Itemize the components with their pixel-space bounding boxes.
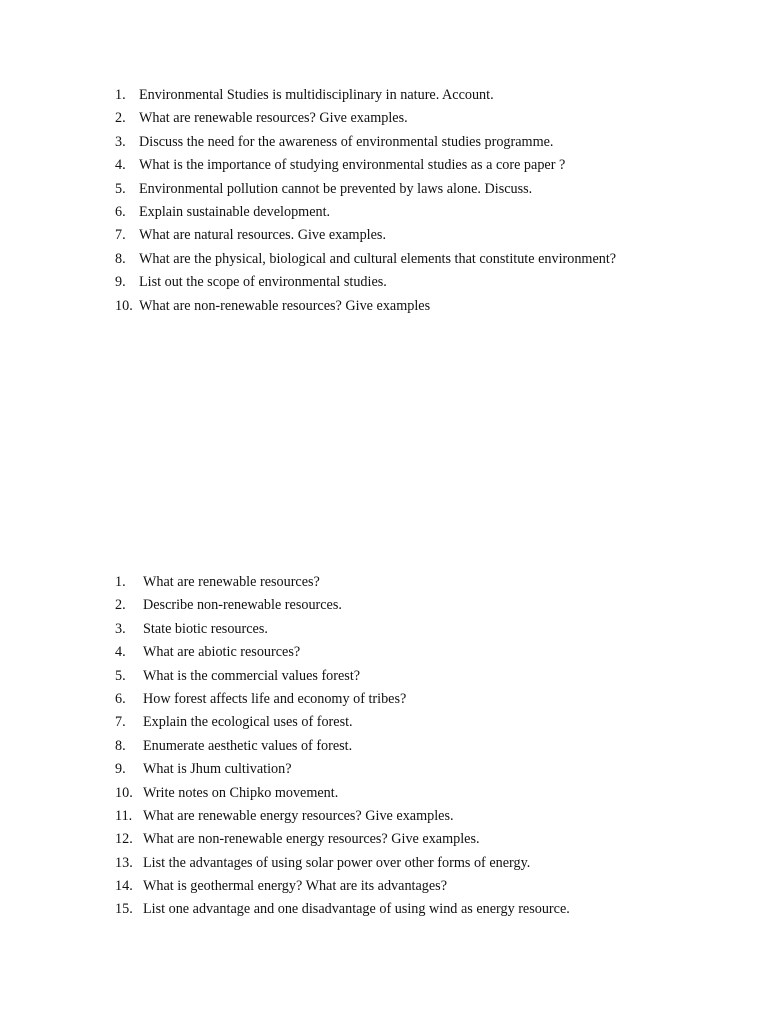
question-number: 5. xyxy=(115,667,126,684)
question-item xyxy=(115,271,616,294)
question-item xyxy=(115,571,570,594)
question-item xyxy=(115,131,616,154)
question-number: 2. xyxy=(115,110,126,127)
question-number: 11. xyxy=(115,807,133,824)
question-list-section-two xyxy=(115,571,570,922)
question-item xyxy=(115,641,570,664)
question-item xyxy=(115,84,616,107)
question-number: 13. xyxy=(115,854,133,871)
question-text: How forest affects life and economy of tribes? xyxy=(143,690,407,707)
question-number: 8. xyxy=(115,250,126,267)
question-item xyxy=(115,594,570,617)
question-text: What are renewable resources? Give examples. xyxy=(139,110,408,127)
question-number: 8. xyxy=(115,737,126,754)
question-number: 4. xyxy=(115,644,126,661)
question-number: 1. xyxy=(115,87,126,103)
question-text: State biotic resources. xyxy=(143,620,268,637)
question-text: Enumerate aesthetic values of forest. xyxy=(143,737,353,754)
question-number: 6. xyxy=(115,690,126,707)
question-text: What are renewable energy resources? Give examples. xyxy=(143,807,454,824)
question-item xyxy=(115,665,570,688)
question-item xyxy=(115,828,570,851)
question-number: 14. xyxy=(115,878,133,895)
question-text: What are non-renewable energy resources? Give examples. xyxy=(143,831,480,848)
question-text: Discuss the need for the awareness of environmental studies programme. xyxy=(139,133,554,150)
question-text: What is the commercial values forest? xyxy=(143,667,361,684)
question-item xyxy=(115,758,570,781)
question-number: 9. xyxy=(115,274,126,291)
question-text: List one advantage and one disadvantage of using wind as energy resource. xyxy=(143,901,570,918)
question-text: What are natural resources. Give examples. xyxy=(139,227,386,244)
question-number: 10. xyxy=(115,784,133,801)
question-item xyxy=(115,688,570,711)
question-item xyxy=(115,735,570,758)
question-item xyxy=(115,178,616,201)
question-text: What are renewable resources? xyxy=(143,574,320,590)
question-text: Describe non-renewable resources. xyxy=(143,597,342,614)
question-text: List the advantages of using solar power over other forms of energy. xyxy=(143,854,531,871)
question-text: Explain sustainable development. xyxy=(139,203,331,220)
question-item xyxy=(115,224,616,247)
question-item xyxy=(115,805,570,828)
question-number: 3. xyxy=(115,620,126,637)
question-text: Explain the ecological uses of forest. xyxy=(143,714,353,731)
question-number: 7. xyxy=(115,227,126,244)
question-item xyxy=(115,898,570,921)
question-number: 6. xyxy=(115,203,126,220)
question-text: Environmental pollution cannot be prevented by laws alone. Discuss. xyxy=(139,180,533,197)
question-item xyxy=(115,852,570,875)
question-item xyxy=(115,711,570,734)
question-number: 9. xyxy=(115,761,126,778)
question-number: 3. xyxy=(115,133,126,150)
question-text: What are non-renewable resources? Give examples xyxy=(139,297,431,314)
question-item xyxy=(115,248,616,271)
question-item xyxy=(115,154,616,177)
question-number: 2. xyxy=(115,597,126,614)
question-item xyxy=(115,201,616,224)
question-text: What is Jhum cultivation? xyxy=(143,761,292,778)
question-number: 4. xyxy=(115,157,126,174)
question-list-section-one xyxy=(115,84,616,318)
question-item xyxy=(115,618,570,641)
question-number: 1. xyxy=(115,574,126,590)
question-text: What is the importance of studying environmental studies as a core paper ? xyxy=(139,157,566,174)
question-item xyxy=(115,107,616,130)
question-number: 15. xyxy=(115,901,133,918)
question-text: Write notes on Chipko movement. xyxy=(143,784,339,801)
question-number: 10. xyxy=(115,297,133,314)
question-number: 12. xyxy=(115,831,133,848)
question-text: What is geothermal energy? What are its advantages? xyxy=(143,878,447,895)
question-text: List out the scope of environmental studies. xyxy=(139,274,387,291)
question-item xyxy=(115,875,570,898)
question-item xyxy=(115,295,616,318)
question-item xyxy=(115,782,570,805)
question-number: 7. xyxy=(115,714,126,731)
question-text: What are abiotic resources? xyxy=(143,644,301,661)
question-text: What are the physical, biological and cultural elements that constitute environment? xyxy=(139,250,617,267)
question-text: Environmental Studies is multidisciplinary in nature. Account. xyxy=(139,87,494,103)
question-number: 5. xyxy=(115,180,126,197)
